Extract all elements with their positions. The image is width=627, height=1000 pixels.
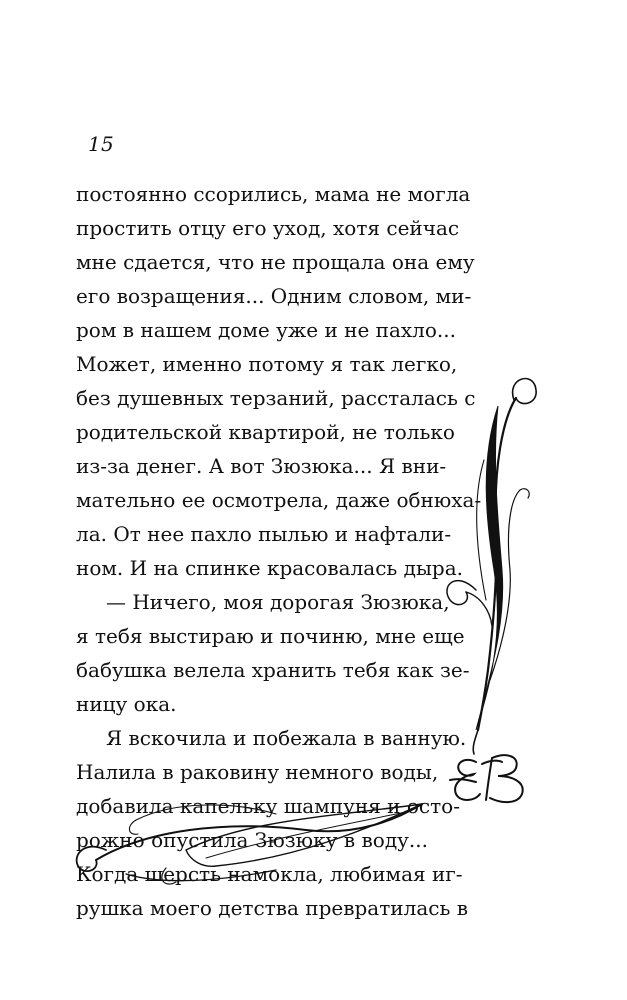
monogram-icon: [446, 750, 532, 810]
text-line: добавила капельку шампуня и осто-: [76, 794, 460, 818]
floral-flourish-icon: [436, 370, 546, 810]
text-line: мне сдается, что не прощала она ему: [76, 250, 475, 274]
page-number: 15: [88, 132, 115, 156]
text-line: ницу ока.: [76, 692, 177, 716]
text-line: Я вскочила и побежала в ванную.: [106, 726, 467, 750]
text-line: я тебя выстираю и починю, мне еще: [76, 624, 465, 648]
text-line: родительской квартирой, не только: [76, 420, 455, 444]
text-line: постоянно ссорились, мама не могла: [76, 182, 471, 206]
text-line: рушка моего детства превратилась в: [76, 896, 468, 920]
text-line: без душевных терзаний, рассталась с: [76, 386, 476, 410]
text-line: из-за денег. А вот Зюзюка... Я вни-: [76, 454, 447, 478]
text-line: простить отцу его уход, хотя сейчас: [76, 216, 460, 240]
text-line: ном. И на спинке красовалась дыра.: [76, 556, 463, 580]
text-line: — Ничего, моя дорогая Зюзюка,: [106, 590, 450, 614]
text-line: ром в нашем доме уже и не пахло...: [76, 318, 456, 342]
text-line: его возращения... Одним словом, ми-: [76, 284, 472, 308]
text-line: бабушка велела хранить тебя как зе-: [76, 658, 470, 682]
text-line: рожно опустила Зюзюку в воду...: [76, 828, 428, 852]
text-line: Налила в раковину немного воды,: [76, 760, 439, 784]
leaf-flourish-icon: [66, 790, 463, 890]
text-line: мательно ее осмотрела, даже обнюха-: [76, 488, 482, 512]
text-line: Когда шерсть намокла, любимая иг-: [76, 862, 463, 886]
text-line: ла. От нее пахло пылью и нафтали-: [76, 522, 452, 546]
text-line: Может, именно потому я так легко,: [76, 352, 458, 376]
